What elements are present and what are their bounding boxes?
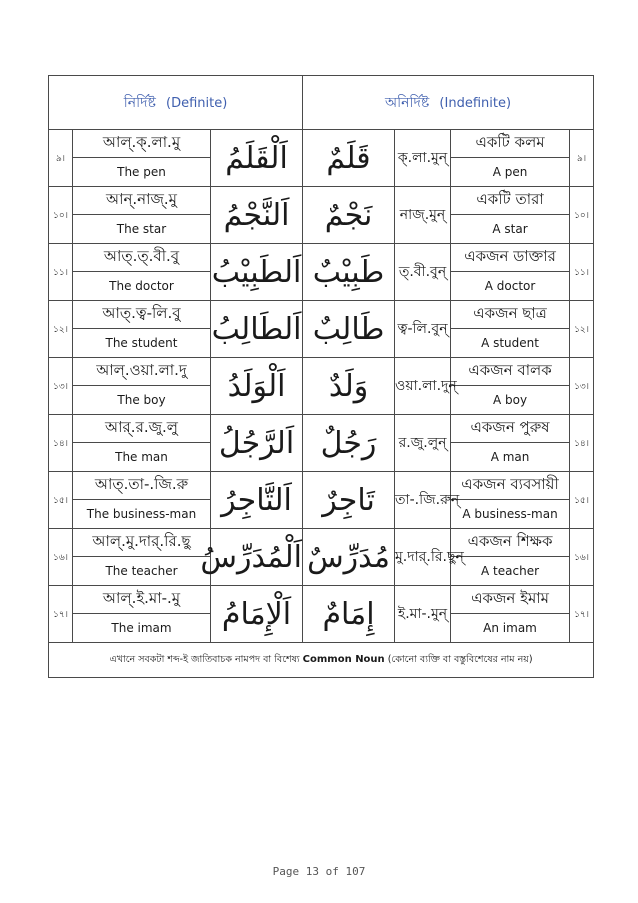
table-row (49, 358, 594, 386)
definite-transliteration: আল্.ওয়া.লা.দু (73, 358, 211, 386)
row-number-right: ১৫। (570, 472, 594, 529)
table-row (49, 586, 594, 614)
indefinite-arabic: رَجُلٌ (303, 415, 395, 472)
indefinite-english: A student (451, 329, 570, 358)
definite-arabic: اَلْمُدَرِّسُ (211, 529, 303, 586)
page-footer: Page 13 of 107 (272, 865, 366, 878)
vocabulary-table (48, 75, 594, 678)
row-number-left: ১৪। (49, 415, 73, 472)
indefinite-bengali-meaning: একজন ইমাম (451, 586, 570, 614)
row-number-left: ৯। (49, 130, 73, 187)
definite-arabic: اَلرَّجُلُ (211, 415, 303, 472)
indefinite-arabic: مُدَرِّسٌ (303, 529, 395, 586)
indefinite-arabic: وَلَدٌ (303, 358, 395, 415)
row-number-left: ১৩। (49, 358, 73, 415)
indefinite-transliteration: নাজ্.মুন্ (395, 187, 451, 244)
definite-transliteration: আল্.ক্.লা.মু (73, 130, 211, 158)
note-text-before: এখানে সবকটা শব্দ-ই জাতিবাচক নামপদ বা বিশেষ্য (109, 653, 303, 665)
indefinite-transliteration: ত্ব-লি.বুন্ (395, 301, 451, 358)
indefinite-transliteration: তা-.জি.রুন্ (395, 472, 451, 529)
table-row (49, 244, 594, 272)
definite-english: The man (73, 443, 211, 472)
indefinite-bengali-meaning: একটি কলম (451, 130, 570, 158)
definite-english: The star (73, 215, 211, 244)
row-number-right: ১১। (570, 244, 594, 301)
definite-english: The pen (73, 158, 211, 187)
definite-header-bn: নির্দিষ্ট (123, 94, 156, 111)
indefinite-english: A pen (451, 158, 570, 187)
row-number-left: ১৭। (49, 586, 73, 643)
definite-english: The doctor (73, 272, 211, 301)
definite-arabic: اَلْإِمَامُ (211, 586, 303, 643)
definite-transliteration: আত্.ত্.বী.বু (73, 244, 211, 272)
indefinite-arabic: نَجْمٌ (303, 187, 395, 244)
row-number-left: ১৫। (49, 472, 73, 529)
row-number-right: ১৬। (570, 529, 594, 586)
indefinite-english: A business-man (451, 500, 570, 529)
definite-arabic: اَلطَالِبُ (211, 301, 303, 358)
indefinite-english: A teacher (451, 557, 570, 586)
definite-transliteration: আর্.র.জু.লু (73, 415, 211, 443)
indefinite-transliteration: ত্.বী.বুন্ (395, 244, 451, 301)
row-number-left: ১১। (49, 244, 73, 301)
row-number-right: ১২। (570, 301, 594, 358)
table-row (49, 187, 594, 215)
definite-english: The boy (73, 386, 211, 415)
definite-arabic: اَلنَّجْمُ (211, 187, 303, 244)
indefinite-english: A boy (451, 386, 570, 415)
table-header-row (49, 76, 594, 130)
row-number-left: ১৬। (49, 529, 73, 586)
definite-transliteration: আন্.নাজ্.মু (73, 187, 211, 215)
row-number-right: ১৪। (570, 415, 594, 472)
note-cell (49, 643, 594, 678)
indefinite-transliteration: ই.মা-.মুন্ (395, 586, 451, 643)
definite-transliteration: আল্.মু.দার্.রি.ছু (73, 529, 211, 557)
indefinite-arabic: إِمَامٌ (303, 586, 395, 643)
definite-header (49, 76, 303, 130)
table-row (49, 472, 594, 500)
indefinite-bengali-meaning: একজন পুরুষ (451, 415, 570, 443)
row-number-left: ১০। (49, 187, 73, 244)
table-row (49, 529, 594, 557)
indefinite-header-en: (Indefinite) (439, 95, 512, 111)
definite-english: The imam (73, 614, 211, 643)
definite-english: The teacher (73, 557, 211, 586)
row-number-right: ৯। (570, 130, 594, 187)
indefinite-transliteration: ওয়া.লা.দুন্ (395, 358, 451, 415)
indefinite-transliteration: মু.দার্.রি.ছুন্ (395, 529, 451, 586)
definite-header-en: (Definite) (166, 95, 228, 111)
indefinite-bengali-meaning: একজন বালক (451, 358, 570, 386)
indefinite-bengali-meaning: একটি তারা (451, 187, 570, 215)
definite-arabic: اَلتَّاجِرُ (211, 472, 303, 529)
note-row (49, 643, 594, 678)
table-row (49, 415, 594, 443)
indefinite-english: A star (451, 215, 570, 244)
note-text-after: (কোনো ব্যক্তি বা বস্তুবিশেষের নাম নয়) (384, 653, 533, 665)
row-number-right: ১০। (570, 187, 594, 244)
indefinite-bengali-meaning: একজন ডাক্তার (451, 244, 570, 272)
indefinite-transliteration: র.জু.লুন্ (395, 415, 451, 472)
note-common-noun: Common Noun (302, 653, 385, 665)
indefinite-bengali-meaning: একজন ব্যবসায়ী (451, 472, 570, 500)
row-number-left: ১২। (49, 301, 73, 358)
indefinite-arabic: تَاجِرٌ (303, 472, 395, 529)
indefinite-header (303, 76, 594, 130)
indefinite-bengali-meaning: একজন ছাত্র (451, 301, 570, 329)
indefinite-transliteration: ক্.লা.মুন্ (395, 130, 451, 187)
indefinite-english: A man (451, 443, 570, 472)
definite-transliteration: আল্.ই.মা-.মু (73, 586, 211, 614)
row-number-right: ১৩। (570, 358, 594, 415)
definite-transliteration: আত্.তা-.জি.রু (73, 472, 211, 500)
definite-transliteration: আত্.ত্ব-লি.বু (73, 301, 211, 329)
indefinite-english: An imam (451, 614, 570, 643)
indefinite-arabic: طَالِبٌ (303, 301, 395, 358)
definite-english: The student (73, 329, 211, 358)
table-row (49, 301, 594, 329)
definite-english: The business-man (73, 500, 211, 529)
indefinite-arabic: طَبِيْبٌ (303, 244, 395, 301)
indefinite-arabic: قَلَمٌ (303, 130, 395, 187)
definite-arabic: اَلطَبِيْبُ (211, 244, 303, 301)
indefinite-english: A doctor (451, 272, 570, 301)
definite-arabic: اَلْقَلَمُ (211, 130, 303, 187)
table-row (49, 130, 594, 158)
row-number-right: ১৭। (570, 586, 594, 643)
indefinite-header-bn: অনির্দিষ্ট (385, 94, 430, 111)
indefinite-bengali-meaning: একজন শিক্ষক (451, 529, 570, 557)
definite-arabic: اَلْوَلَدُ (211, 358, 303, 415)
